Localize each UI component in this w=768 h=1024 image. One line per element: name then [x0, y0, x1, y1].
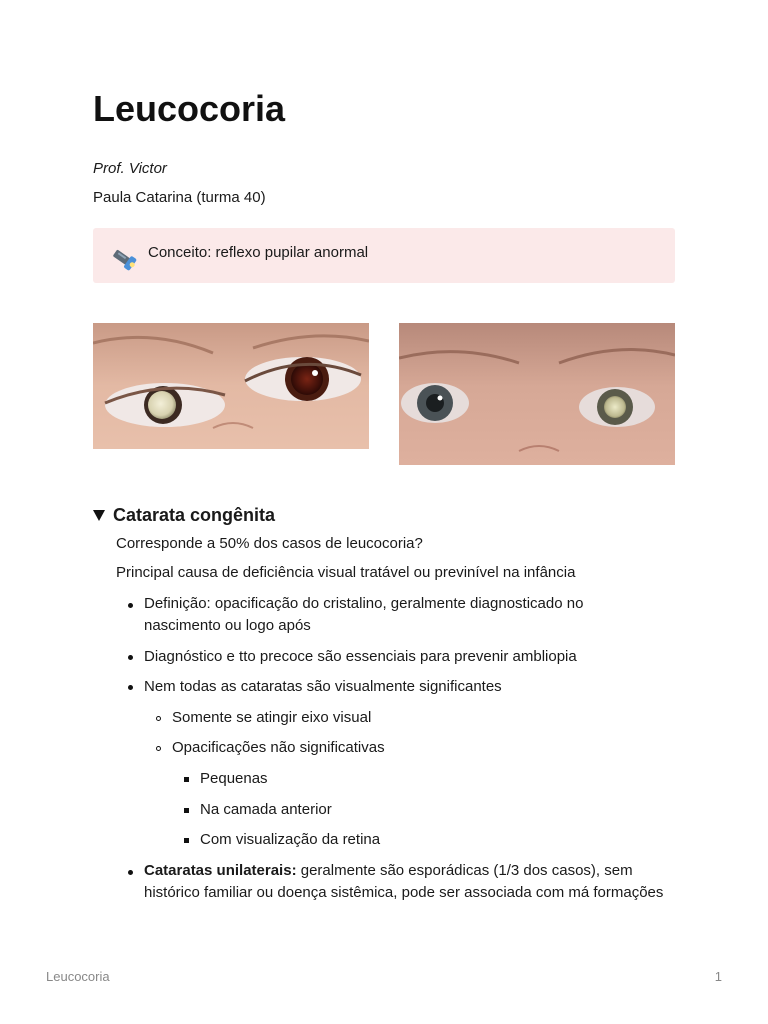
list-item-text: geralmente são esporádicas (1/3 dos casos), sem histórico familiar ou doença sistêmica, pode ser associada com má formações	[144, 862, 664, 901]
footer-title: Leucocoria	[46, 969, 110, 984]
list-item: Diagnóstico e tto precoce são essenciais para prevenir ambliopia	[144, 648, 577, 665]
baby-eyes-red-reflex-photo	[93, 323, 369, 449]
callout	[93, 228, 675, 283]
bullet-dot	[128, 685, 133, 690]
paragraph: Principal causa de deficiência visual tratável ou previnível na infância	[116, 564, 576, 581]
list-item: Somente se atingir eixo visual	[172, 709, 372, 726]
author: Prof. Victor	[93, 160, 167, 177]
list-item	[144, 860, 664, 904]
student: Paula Catarina (turma 40)	[93, 189, 266, 206]
bullet-circle	[156, 716, 161, 721]
bullet-dot	[128, 603, 133, 608]
toggle-arrow-icon[interactable]	[93, 510, 105, 521]
bullet-square	[184, 777, 189, 782]
list-item: Opacificações não significativas	[172, 739, 385, 756]
list-item: Definição: opacificação do cristalino, geralmente diagnosticado no nascimento ou logo após	[144, 595, 584, 634]
page-number: 1	[714, 969, 722, 984]
bullet-circle	[156, 746, 161, 751]
toggle-title: Catarata congênita	[113, 505, 276, 525]
list-item: Pequenas	[200, 770, 268, 787]
bullet-square	[184, 808, 189, 813]
bullet-dot	[128, 870, 133, 875]
baby-eyes-white-reflex-photo	[399, 323, 675, 465]
page-title: Leucocoria	[93, 88, 286, 129]
bold-label: Cataratas unilaterais:	[144, 862, 297, 879]
list-item: Nem todas as cataratas são visualmente significantes	[144, 678, 502, 695]
paragraph: Corresponde a 50% dos casos de leucocoria?	[116, 535, 423, 552]
list-item: Na camada anterior	[200, 801, 332, 818]
callout-text: Conceito: reflexo pupilar anormal	[148, 244, 369, 261]
toggle-catarata-congenita[interactable]	[93, 505, 275, 526]
flashlight-icon	[109, 246, 139, 272]
bullet-dot	[128, 655, 133, 660]
bullet-square	[184, 838, 189, 843]
list-item: Com visualização da retina	[200, 831, 381, 848]
